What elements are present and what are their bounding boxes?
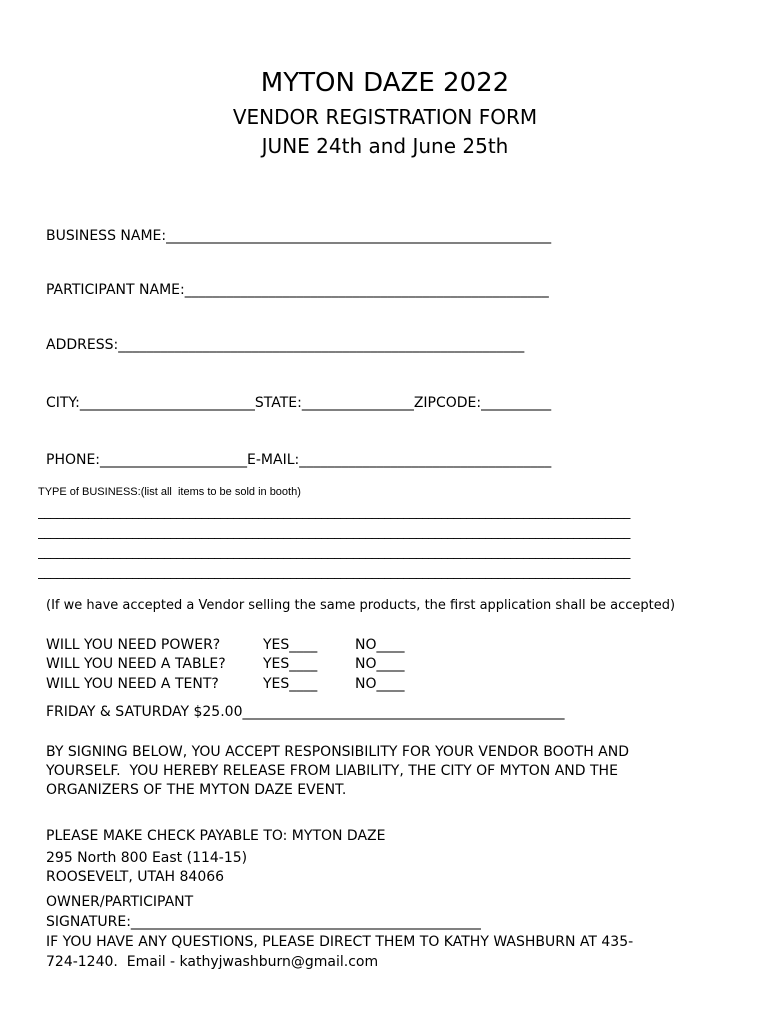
business-type-label: TYPE of BUSINESS:(list all items to be sold in booth) <box>38 486 301 498</box>
business-type-line-4[interactable]: ______________________________________________________________________________________________ <box>38 565 631 580</box>
payable-to: PLEASE MAKE CHECK PAYABLE TO: MYTON DAZE <box>46 828 386 844</box>
power-yes-field[interactable]: YES____ <box>263 637 318 653</box>
payment-street: 295 North 800 East (114-15) <box>46 850 248 866</box>
phone-email-field[interactable]: PHONE:_____________________E-MAIL:____________________________________ <box>46 452 552 468</box>
question-tent: WILL YOU NEED A TENT? <box>46 676 219 692</box>
business-type-line-1[interactable]: ______________________________________________________________________________________________ <box>38 505 631 520</box>
signature-field[interactable]: SIGNATURE:__________________________________________________ <box>46 914 481 930</box>
liability-line-2: YOURSELF. YOU HEREBY RELEASE FROM LIABILITY, THE CITY OF MYTON AND THE <box>46 763 618 779</box>
table-no-field[interactable]: NO____ <box>355 656 405 672</box>
liability-line-3: ORGANIZERS OF THE MYTON DAZE EVENT. <box>46 782 347 798</box>
business-name-field[interactable]: BUSINESS NAME:_______________________________________________________ <box>46 228 552 244</box>
fee-field[interactable]: FRIDAY & SATURDAY $25.00______________________________________________ <box>46 704 565 720</box>
contact-line-1: IF YOU HAVE ANY QUESTIONS, PLEASE DIRECT THEM TO KATHY WASHBURN AT 435- <box>46 934 634 950</box>
tent-yes-field[interactable]: YES____ <box>263 676 318 692</box>
form-title: MYTON DAZE 2022 <box>260 68 510 98</box>
business-type-line-3[interactable]: ______________________________________________________________________________________________ <box>38 545 631 560</box>
table-yes-field[interactable]: YES____ <box>263 656 318 672</box>
participant-name-field[interactable]: PARTICIPANT NAME:____________________________________________________ <box>46 282 549 298</box>
city-state-zip-field[interactable]: CITY:_________________________STATE:________________ZIPCODE:__________ <box>46 395 552 411</box>
question-power: WILL YOU NEED POWER? <box>46 637 221 653</box>
duplicate-vendor-notice: (If we have accepted a Vendor selling the same products, the first application shall be accepted) <box>46 598 676 613</box>
event-dates: JUNE 24th and June 25th <box>261 134 509 158</box>
liability-line-1: BY SIGNING BELOW, YOU ACCEPT RESPONSIBILITY FOR YOUR VENDOR BOOTH AND <box>46 744 630 760</box>
contact-line-2: 724-1240. Email - kathyjwashburn@gmail.com <box>46 954 379 970</box>
question-table: WILL YOU NEED A TABLE? <box>46 656 226 672</box>
business-type-line-2[interactable]: ______________________________________________________________________________________________ <box>38 525 631 540</box>
signature-label: OWNER/PARTICIPANT <box>46 894 194 910</box>
address-field[interactable]: ADDRESS:__________________________________________________________ <box>46 337 525 353</box>
power-no-field[interactable]: NO____ <box>355 637 405 653</box>
tent-no-field[interactable]: NO____ <box>355 676 405 692</box>
payment-city: ROOSEVELT, UTAH 84066 <box>46 869 225 885</box>
form-subtitle: VENDOR REGISTRATION FORM <box>232 105 538 129</box>
